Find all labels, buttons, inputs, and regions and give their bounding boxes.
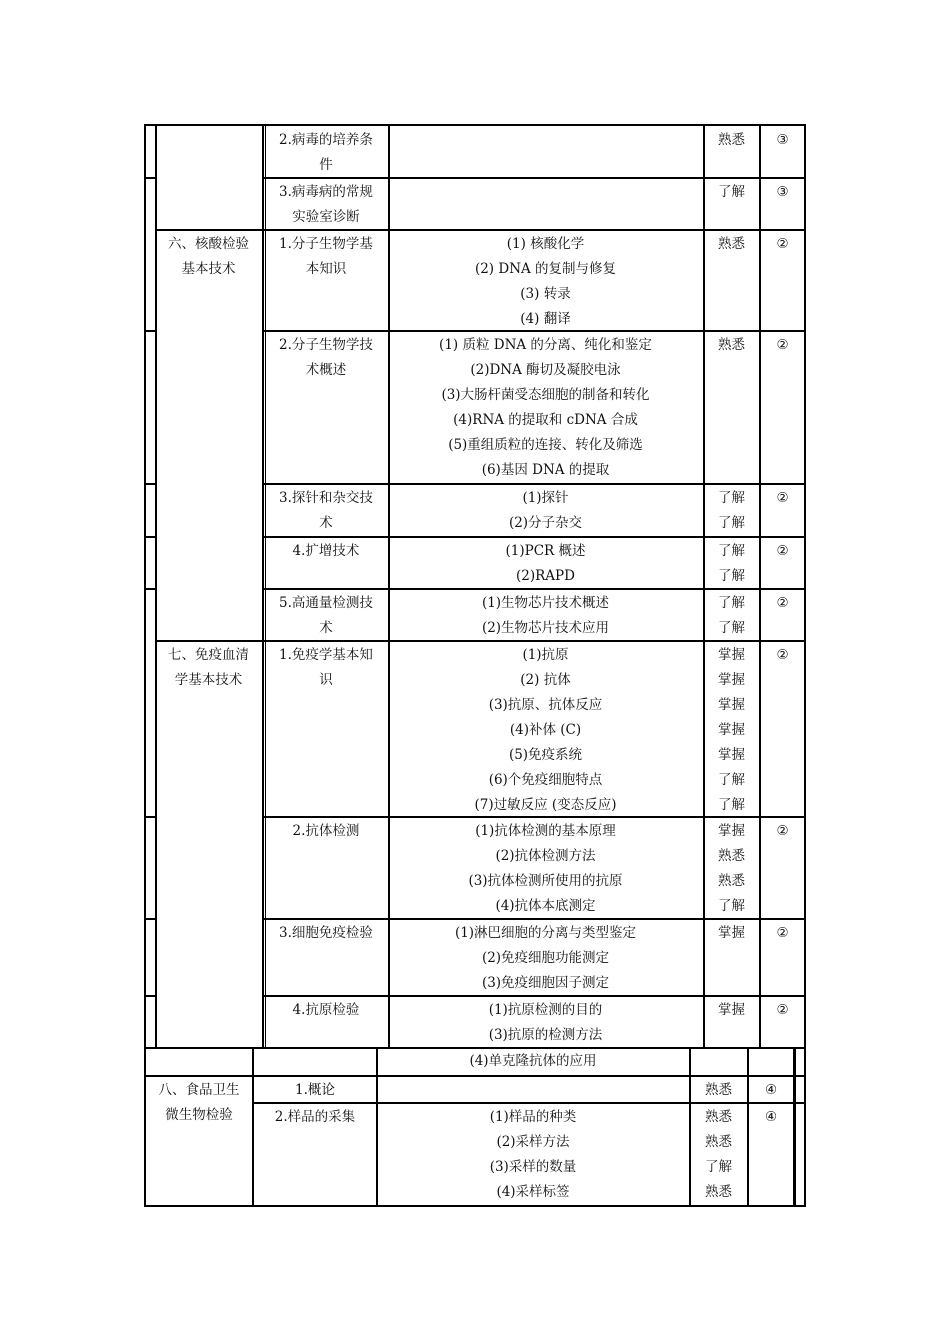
table-rule <box>262 483 806 485</box>
table-border-top <box>144 124 806 126</box>
cell-content <box>390 643 701 818</box>
topic-line: 1.免疫学基本知 <box>279 647 373 663</box>
level-line: 熟悉 <box>718 132 745 148</box>
cell-content <box>378 1105 688 1205</box>
table-rule <box>144 536 157 538</box>
level-line: 掌握 <box>718 672 745 688</box>
content-line: (4)RNA 的提取和 cDNA 合成 <box>453 412 638 428</box>
cell-topic <box>265 643 387 693</box>
table-border-bottom <box>144 1205 806 1207</box>
cell-level <box>706 998 757 1023</box>
content-line: (2)采样方法 <box>496 1134 570 1150</box>
cell-content <box>390 232 701 332</box>
level-line: 掌握 <box>718 747 745 763</box>
cell-topic <box>265 128 387 178</box>
level-line: 熟悉 <box>705 1134 732 1150</box>
content-line: (1)生物芯片技术概述 <box>481 595 610 611</box>
topic-line: 3.细胞免疫检验 <box>279 925 373 941</box>
cell-level <box>706 180 757 205</box>
cell-ref <box>749 1105 793 1130</box>
level-line: 掌握 <box>718 697 745 713</box>
cell-section <box>157 232 260 282</box>
content-line: (2)免疫细胞功能测定 <box>481 950 610 966</box>
level-line: 了解 <box>718 797 745 813</box>
cell-section <box>146 1078 252 1128</box>
table-rule <box>795 1047 796 1207</box>
ref-line: ② <box>776 595 789 611</box>
table-rule <box>155 229 262 231</box>
cell-level <box>706 921 757 946</box>
topic-line: 5.高通量检测技 <box>279 595 373 611</box>
topic-line: 2.样品的采集 <box>274 1109 356 1125</box>
table-rule <box>144 177 157 179</box>
level-line: 熟悉 <box>705 1184 732 1200</box>
cell-level <box>706 539 757 589</box>
level-line: 熟悉 <box>718 873 745 889</box>
cell-level <box>706 819 757 919</box>
ref-line: ③ <box>776 132 789 148</box>
level-line: 熟悉 <box>705 1109 732 1125</box>
table-border-left <box>144 124 146 1207</box>
topic-line: 识 <box>319 672 333 688</box>
content-line: (2)DNA 酶切及凝胶电泳 <box>470 362 621 378</box>
cell-ref <box>762 643 803 668</box>
cell-topic <box>265 486 387 536</box>
content-line: (2)生物芯片技术应用 <box>481 620 610 636</box>
cell-topic <box>265 591 387 641</box>
topic-line: 2.抗体检测 <box>292 823 360 839</box>
level-line: 了解 <box>718 543 745 559</box>
content-line: (3)抗原的检测方法 <box>488 1027 603 1043</box>
section-line: 七、免疫血清 <box>168 647 249 663</box>
content-line: (3)免疫细胞因子测定 <box>481 975 610 991</box>
cell-ref <box>762 998 803 1023</box>
level-line: 了解 <box>718 595 745 611</box>
cell-ref <box>762 591 803 616</box>
level-line: 熟悉 <box>718 337 745 353</box>
cell-topic <box>265 232 387 282</box>
content-line: (2) DNA 的复制与修复 <box>474 261 617 277</box>
content-line: (1) 质粒 DNA 的分离、纯化和鉴定 <box>439 337 652 353</box>
topic-line: 术 <box>319 515 333 531</box>
cell-ref <box>762 180 803 205</box>
cell-level <box>706 591 757 641</box>
cell-ref <box>762 539 803 564</box>
content-line: (3)采样的数量 <box>489 1159 577 1175</box>
level-line: 熟悉 <box>718 236 745 252</box>
table-rule <box>144 816 157 818</box>
level-line: 了解 <box>718 620 745 636</box>
ref-line: ② <box>776 823 789 839</box>
cell-topic <box>265 921 387 946</box>
level-line: 了解 <box>718 898 745 914</box>
level-line: 了解 <box>705 1159 732 1175</box>
cell-topic <box>265 180 387 230</box>
cell-ref <box>762 333 803 358</box>
cell-content <box>390 819 701 919</box>
level-line: 了解 <box>718 184 745 200</box>
table-rule <box>155 640 262 642</box>
content-line: (1)抗体检测的基本原理 <box>475 823 616 839</box>
topic-line: 实验室诊断 <box>292 209 360 225</box>
content-line: (1)探针 <box>522 490 569 506</box>
level-line: 熟悉 <box>718 848 745 864</box>
table-rule <box>760 124 761 1048</box>
content-line: (4)单克隆抗体的应用 <box>469 1053 597 1069</box>
ref-line: ② <box>776 337 789 353</box>
table-rule <box>144 1075 806 1077</box>
cell-ref <box>762 819 803 844</box>
ref-line: ② <box>776 925 789 941</box>
section-line: 八、食品卫生 <box>158 1082 240 1098</box>
section-line: 微生物检验 <box>165 1107 233 1123</box>
cell-ref <box>762 921 803 946</box>
content-line: (3)抗体检测所使用的抗原 <box>468 873 623 889</box>
cell-content <box>390 486 701 536</box>
content-line: (2) 抗体 <box>520 672 571 688</box>
table-rule <box>262 536 806 538</box>
content-line: (1)抗原检测的目的 <box>488 1002 603 1018</box>
content-line: (1) 核酸化学 <box>506 236 585 252</box>
cell-content <box>390 998 701 1048</box>
content-line: (1)淋巴细胞的分离与类型鉴定 <box>454 925 637 941</box>
cell-level <box>706 128 757 153</box>
cell-content <box>378 1049 688 1074</box>
content-line: (1)抗原 <box>522 647 569 663</box>
level-line: 掌握 <box>718 925 745 941</box>
content-line: (6)基因 DNA 的提取 <box>481 462 610 478</box>
cell-level <box>706 643 757 818</box>
ref-line: ③ <box>776 184 789 200</box>
level-line: 了解 <box>718 490 745 506</box>
ref-line: ④ <box>764 1109 778 1125</box>
content-line: (5)重组质粒的连接、转化及筛选 <box>448 437 643 453</box>
content-line: (2)抗体检测方法 <box>495 848 596 864</box>
cell-section <box>157 643 260 693</box>
ref-line: ② <box>776 543 789 559</box>
table-rule <box>704 124 705 1048</box>
table-rule <box>252 1047 254 1207</box>
cell-level <box>706 486 757 536</box>
topic-line: 1.分子生物学基 <box>279 236 373 252</box>
content-line: (4)补体 (C) <box>509 722 582 738</box>
content-line: (3)抗原、抗体反应 <box>488 697 603 713</box>
content-line: (4)采样标签 <box>496 1184 570 1200</box>
cell-level <box>706 232 757 257</box>
topic-line: 2.分子生物学技 <box>279 337 373 353</box>
cell-content <box>390 333 701 483</box>
topic-line: 1.概论 <box>295 1082 335 1098</box>
level-line: 掌握 <box>718 647 745 663</box>
table-rule <box>144 918 157 920</box>
content-line: (1)PCR 概述 <box>505 543 586 559</box>
topic-line: 件 <box>319 157 333 173</box>
level-line: 掌握 <box>718 722 745 738</box>
content-line: (3)大肠杆菌受态细胞的制备和转化 <box>441 387 650 403</box>
cell-ref <box>762 128 803 153</box>
level-line: 了解 <box>718 515 745 531</box>
cell-topic <box>255 1105 375 1130</box>
content-line: (2)RAPD <box>516 568 575 584</box>
level-line: 了解 <box>718 772 745 788</box>
topic-line: 本知识 <box>305 261 347 277</box>
cell-topic <box>255 1078 375 1103</box>
ref-line: ② <box>776 236 789 252</box>
topic-line: 3.探针和杂交技 <box>279 490 373 506</box>
topic-line: 术概述 <box>305 362 347 378</box>
cell-ref <box>762 232 803 257</box>
table-rule <box>144 588 157 590</box>
content-line: (3) 转录 <box>520 286 571 302</box>
content-line: (7)过敏反应 (变态反应) <box>474 797 617 813</box>
topic-line: 4.扩增技术 <box>292 543 360 559</box>
level-line: 掌握 <box>718 1002 745 1018</box>
content-line: (1)样品的种类 <box>489 1109 577 1125</box>
topic-line: 3.病毒病的常规 <box>279 184 373 200</box>
table-border-right <box>804 124 806 1207</box>
ref-line: ② <box>776 490 789 506</box>
cell-level <box>691 1105 746 1205</box>
topic-line: 4.抗原检验 <box>292 1002 360 1018</box>
cell-topic <box>265 819 387 844</box>
content-line: (4) 翻译 <box>520 311 571 327</box>
level-line: 了解 <box>718 568 745 584</box>
syllabus-table <box>144 124 806 1207</box>
cell-level <box>691 1078 746 1103</box>
topic-line: 2.病毒的培养条 <box>279 132 373 148</box>
cell-topic <box>265 998 387 1023</box>
content-line: (5)免疫系统 <box>508 747 583 763</box>
cell-ref <box>749 1078 793 1103</box>
cell-topic <box>265 333 387 383</box>
ref-line: ④ <box>764 1082 778 1098</box>
section-line: 六、核酸检验 <box>168 236 249 252</box>
content-line: (4)抗体本底测定 <box>495 898 596 914</box>
topic-line: 术 <box>319 620 333 636</box>
level-line: 熟悉 <box>705 1082 732 1098</box>
content-line: (6)个免疫细胞特点 <box>488 772 603 788</box>
cell-content <box>390 921 701 996</box>
level-line: 掌握 <box>718 823 745 839</box>
table-rule <box>144 483 157 485</box>
cell-topic <box>265 539 387 564</box>
content-line: (2)分子杂交 <box>508 515 583 531</box>
ref-line: ② <box>776 647 789 663</box>
cell-content <box>390 591 701 641</box>
table-rule <box>144 995 157 997</box>
table-rule <box>262 124 264 1048</box>
table-rule <box>144 330 157 332</box>
cell-level <box>706 333 757 358</box>
section-line: 学基本技术 <box>174 672 243 688</box>
section-line: 基本技术 <box>181 261 236 277</box>
cell-ref <box>762 486 803 511</box>
ref-line: ② <box>776 1002 789 1018</box>
cell-content <box>390 539 701 589</box>
